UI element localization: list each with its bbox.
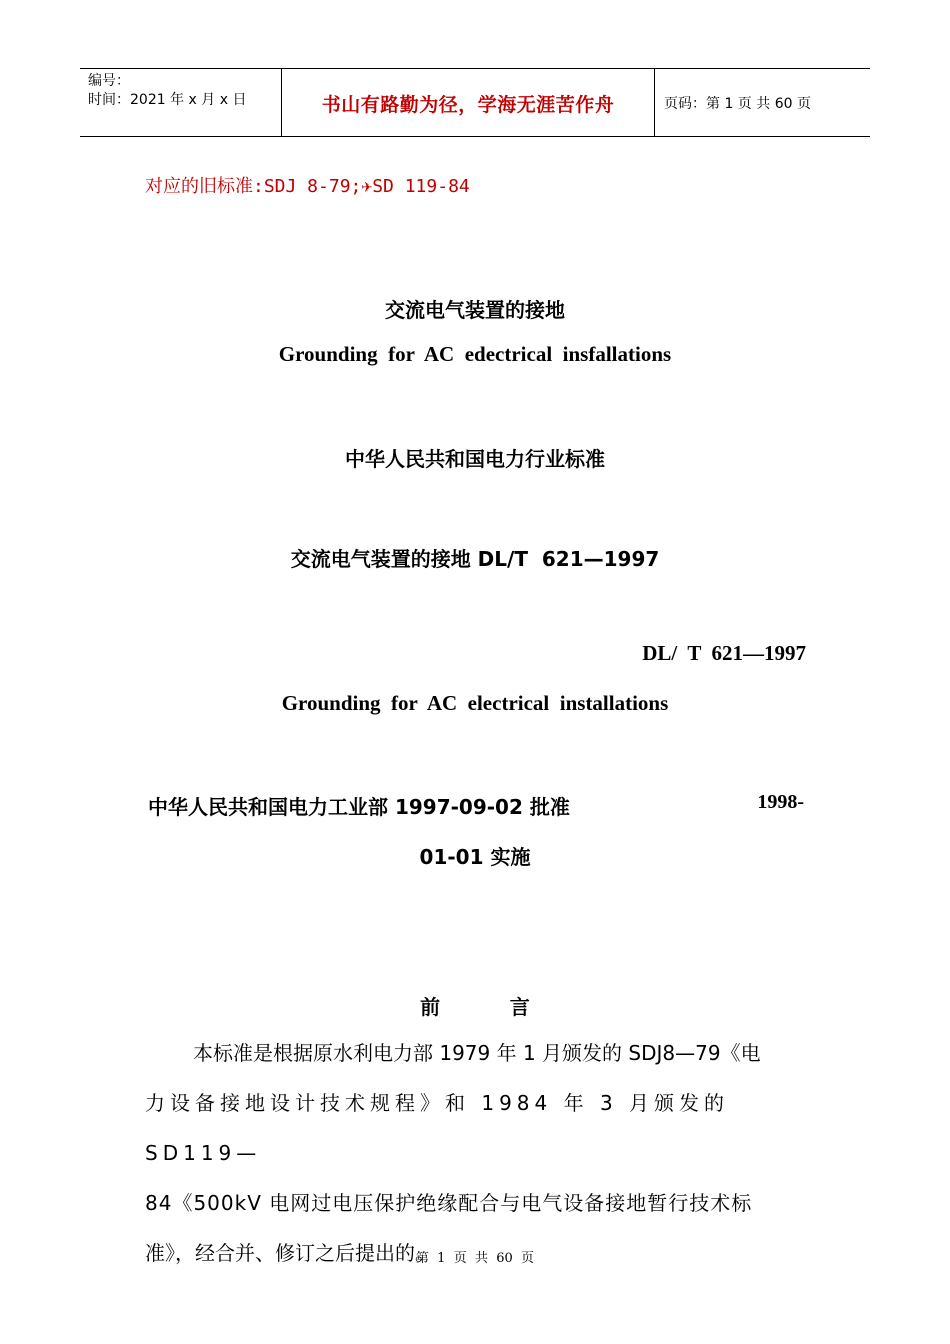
approval-text: 中华人民共和国电力工业部 1997-09-02 批准 — [148, 795, 570, 819]
header-page-label: 页码：第 1 页 共 60 页 — [664, 96, 811, 112]
time-label: 时间：2021 年 x 月 x 日 — [88, 92, 247, 108]
header-bottom-border — [80, 136, 870, 137]
number-label: 编号： — [88, 73, 130, 89]
header-motto: 书山有路勤为径，学海无涯苦作舟 — [321, 94, 615, 116]
old-standard-note: 对应的旧标准:SDJ 8-79;✈SD 119-84 — [145, 176, 470, 197]
preface-body — [145, 1028, 807, 1278]
implementation-date: 01-01 实施 — [419, 845, 531, 869]
preface-line: 本标准是根据原水利电力部 1979 年 1 月颁发的 SDJ8—79《电 — [193, 1041, 761, 1065]
title-zh: 交流电气装置的接地 — [385, 298, 565, 322]
header-info — [88, 72, 246, 110]
header-divider-right — [654, 68, 655, 136]
page-footer: 第 1 页 共 60 页 — [415, 1251, 535, 1266]
title-en: Grounding for AC edectrical insfallations — [278, 342, 672, 366]
industry-standard-title: 中华人民共和国电力行业标准 — [345, 447, 605, 471]
title-with-code: 交流电气装置的接地 DL/T 621—1997 — [290, 547, 660, 571]
preface-line: 准》，经合并、修订之后提出的。 — [145, 1241, 435, 1265]
preface-line: 力设备接地设计技术规程》和 1984 年 3 月颁发的 SD119— — [145, 1091, 730, 1165]
implementation-year: 1998- — [757, 791, 804, 813]
header-top-border — [80, 68, 870, 69]
standard-code: DL/ T 621—1997 — [642, 641, 806, 665]
preface-heading: 前 言 — [420, 995, 530, 1019]
title-en-2: Grounding for AC electrical installations — [281, 691, 669, 715]
preface-line: 84《500kV 电网过电压保护绝缘配合与电气设备接地暂行技术标 — [145, 1191, 753, 1215]
